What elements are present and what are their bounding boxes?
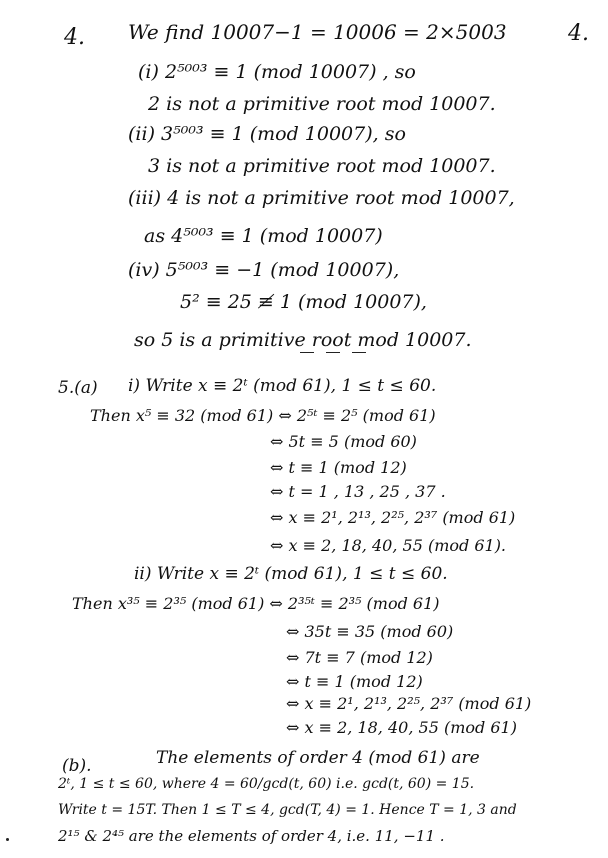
q4-part-iv-line3: so 5 is a primitive root mod 10007. — [134, 329, 472, 351]
q4-number-right: 4. — [568, 21, 589, 46]
q5a-part-ii-line1: Then x³⁵ ≡ 2³⁵ (mod 61) ⇔ 2³⁵ᵗ ≡ 2³⁵ (mod 61) — [72, 594, 440, 613]
stray-dash — [300, 352, 314, 353]
q5b-label: (b). — [62, 756, 92, 776]
q5a-part-i-line4: ⇔ t = 1 , 13 , 25 , 37 . — [270, 482, 446, 501]
q5b-line1: The elements of order 4 (mod 61) are — [156, 748, 480, 768]
q4-part-iv-line1: (iv) 5⁵⁰⁰³ ≡ −1 (mod 10007), — [128, 259, 400, 281]
q5a-part-i-heading: i) Write x ≡ 2ᵗ (mod 61), 1 ≤ t ≤ 60. — [128, 376, 437, 396]
q4-part-i-line1: (i) 2⁵⁰⁰³ ≡ 1 (mod 10007) , so — [138, 61, 416, 83]
q5a-part-ii-line5: ⇔ x ≡ 2¹, 2¹³, 2²⁵, 2³⁷ (mod 61) — [286, 694, 532, 713]
q5a-part-i-line1: Then x⁵ ≡ 32 (mod 61) ⇔ 2⁵ᵗ ≡ 2⁵ (mod 61) — [90, 406, 436, 425]
q5b-line3: Write t = 15T. Then 1 ≤ T ≤ 4, gcd(T, 4) = 1. Hence T = 1, 3 and — [58, 802, 517, 818]
stray-dash — [326, 352, 340, 353]
q4-intro: We find 10007−1 = 10006 = 2×5003 — [128, 20, 507, 44]
q4-part-ii-line2: 3 is not a primitive root mod 10007. — [148, 155, 496, 177]
q5a-part-ii-line4: ⇔ t ≡ 1 (mod 12) — [286, 672, 423, 691]
q5a-part-i-line6: ⇔ x ≡ 2, 18, 40, 55 (mod 61). — [270, 536, 507, 555]
q4-part-i-line2: 2 is not a primitive root mod 10007. — [148, 93, 496, 115]
q5a-part-i-line5: ⇔ x ≡ 2¹, 2¹³, 2²⁵, 2³⁷ (mod 61) — [270, 508, 516, 527]
stray-dash — [352, 352, 366, 353]
q4-part-ii-line1: (ii) 3⁵⁰⁰³ ≡ 1 (mod 10007), so — [128, 123, 406, 145]
q4-part-iii-line1: (iii) 4 is not a primitive root mod 10007, — [128, 187, 515, 209]
stray-dot — [6, 838, 9, 841]
q5a-part-i-line3: ⇔ t ≡ 1 (mod 12) — [270, 458, 407, 477]
q5a-part-ii-line3: ⇔ 7t ≡ 7 (mod 12) — [286, 648, 433, 667]
q4-part-iii-line2: as 4⁵⁰⁰³ ≡ 1 (mod 10007) — [144, 225, 383, 247]
q5a-label: 5.(a) — [58, 378, 98, 398]
q5a-part-ii-heading: ii) Write x ≡ 2ᵗ (mod 61), 1 ≤ t ≤ 60. — [134, 564, 448, 584]
q5b-line2: 2ᵗ, 1 ≤ t ≤ 60, where 4 = 60/gcd(t, 60) i.e. gcd(t, 60) = 15. — [58, 776, 475, 792]
q4-part-iv-line2: 5² ≡ 25 ≢ 1 (mod 10007), — [180, 291, 427, 313]
q5b-line4: 2¹⁵ & 2⁴⁵ are the elements of order 4, i.e. 11, −11 . — [58, 827, 445, 845]
q5a-part-ii-line6: ⇔ x ≡ 2, 18, 40, 55 (mod 61) — [286, 718, 517, 737]
q4-number: 4. — [64, 25, 85, 50]
q5a-part-ii-line2: ⇔ 35t ≡ 35 (mod 60) — [286, 622, 454, 641]
q5a-part-i-line2: ⇔ 5t ≡ 5 (mod 60) — [270, 432, 417, 451]
